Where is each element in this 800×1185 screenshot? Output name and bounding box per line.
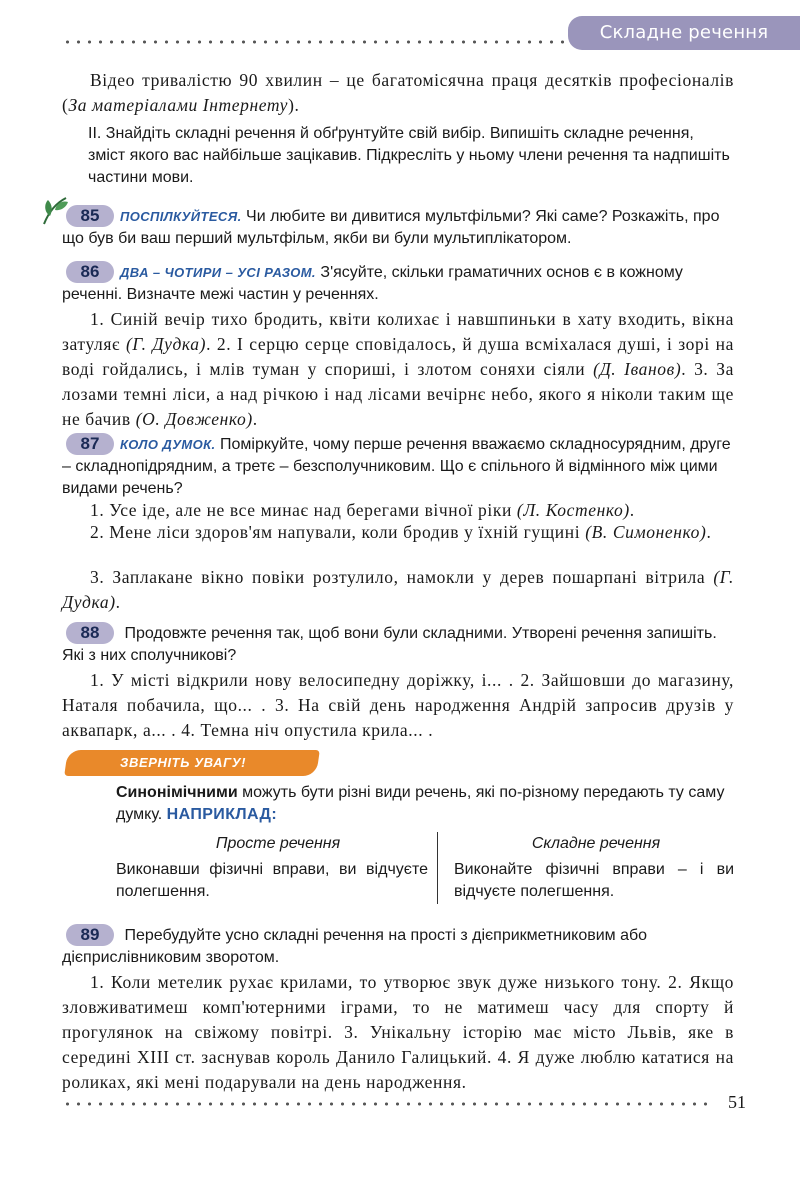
sentence-source: (Г. Дудка) (62, 567, 734, 612)
complex-sentence-example: Виконайте фізичні вправи – і ви відчуєте полегшення. (454, 861, 734, 900)
intro-text: Відео тривалістю 90 хвилин – це багатомісячна праця десятків професіоналів ( (62, 70, 734, 115)
sentence-text: 3. Заплакане вікно повіки розтулило, намокли у дерев пошарпані вітрила (90, 567, 714, 587)
sentence-end: . (706, 522, 712, 542)
task-two (88, 123, 734, 189)
exercise-87-sentence-3 (62, 565, 734, 615)
sentence-end: . (115, 592, 121, 612)
sentence-text: 1. Синій вечір тихо бродить, квіти колихає і навшпиньки в хату входить, вікна затуляє (62, 309, 734, 354)
exercise-number-badge: 85 (66, 205, 114, 227)
exercise-number-badge: 89 (66, 924, 114, 946)
intro-source: За матеріалами Інтернету (68, 95, 289, 115)
exercise-text: З'ясуйте, скільки граматичних основ є в кожному реченні. Визначте межі частин у реченнях. (62, 264, 683, 303)
exercise-87 (62, 433, 734, 500)
simple-sentence-example: Виконавши фізичні вправи, ви відчуєте полегшення. (116, 861, 428, 900)
exercise-89 (62, 924, 734, 969)
exercise-text: Чи любите ви дивитися мультфільми? Які саме? Розкажіть, про що був би ваш перший мультфільм, якби ви були мультиплікатором. (62, 208, 720, 247)
sentence-source: (О. Довженко) (135, 409, 253, 429)
task-two-text: ІІ. Знайдіть складні речення й обґрунтуйте свій вибір. Випишіть складне речення, зміст якого вас найбільше зацікавив. Підкресліть у ньому члени речення та надпишіть частини мови. (88, 125, 730, 186)
intro-paragraph (62, 68, 734, 118)
simple-sentence-heading: Просте речення (215, 835, 341, 852)
sentence-text: 1. Усе іде, але не все минає над берегами вічної ріки (90, 500, 517, 520)
exercise-tag: КОЛО ДУМОК. (120, 437, 216, 452)
page-number: 51 (728, 1092, 746, 1112)
section-title-tab: Складне речення (568, 16, 800, 50)
example-label: НАПРИКЛАД: (166, 806, 278, 823)
sentence-source: (В. Симоненко) (585, 522, 707, 542)
exercise-text: Перебудуйте усно складні речення на прості з дієприкметниковим або дієприслівниковим зворотом. (62, 927, 648, 966)
sentence-text: . 2. І серцю серце сповідалось, й душа всміхалася душі, і зорі на воді гойдались, і млів туман у спориші, і злотом соняхи сіяли (62, 334, 735, 379)
exercise-88-sentences (62, 668, 734, 743)
sentence-source: (Д. Іванов) (593, 359, 682, 379)
exercise-number-badge: 87 (66, 433, 114, 455)
attention-note (116, 782, 734, 826)
exercise-tag: ПОСПІЛКУЙТЕСЯ. (120, 209, 242, 224)
exercise-89-sentences (62, 970, 734, 1095)
sentence-end: . (629, 500, 635, 520)
sentence-text: 2. Мене ліси здоров'ям напували, коли бродив у їхній гущині (90, 522, 586, 542)
intro-end: ). (288, 95, 300, 115)
exercise-tag: ДВА – ЧОТИРИ – УСІ РАЗОМ. (120, 265, 316, 280)
exercise-87-sentence-2 (62, 520, 734, 545)
sentence-source: (Л. Костенко) (516, 500, 630, 520)
note-keyword: Синонімічними (116, 784, 238, 801)
exercise-88 (62, 622, 734, 667)
sentence-source: (Г. Дудка) (125, 334, 207, 354)
exercise-86 (62, 261, 734, 306)
exercise-text: Поміркуйте, чому перше речення вважаємо складносурядним, друге – складнопідрядним, а третє – безсполучниковим. Що є спільного й відмінного між цими видами речень? (62, 436, 731, 497)
sentence-end: . (252, 409, 258, 429)
sentence-text: . 3. За лозами темні ліси, а над річкою і над лісами вечірнє небо, якого я ніколи таким ще не бачив (62, 359, 734, 429)
header-dotted-line (62, 38, 564, 46)
attention-banner-label: ЗВЕРНІТЬ УВАГУ! (120, 755, 247, 770)
exercise-86-sentences (62, 307, 734, 432)
exercise-number-badge: 86 (66, 261, 114, 283)
sentence-text: 1. У місті відкрили нову велосипедну доріжку, і... . 2. Зайшовши до магазину, Наталя побачила, що... . 3. На свій день народження Андрій запросив друзів у аквапарк, а... . 4. Темна ніч опустила крила... . (62, 670, 734, 740)
exercise-text: Продовжте речення так, щоб вони були складними. Утворені речення запишіть. Які з них сполучникові? (62, 625, 717, 664)
exercise-number-badge: 88 (66, 622, 114, 644)
column-divider (437, 832, 438, 904)
note-text: можуть бути різні види речень, які по-різному передають ту саму думку. (116, 784, 725, 823)
footer-dotted-line (62, 1100, 710, 1108)
complex-sentence-heading: Складне речення (531, 835, 661, 852)
exercise-85 (62, 205, 734, 250)
sentence-text: 1. Коли метелик рухає крилами, то утворює звук дуже низького тону. 2. Якщо зловживатимеш комп'ютерними іграми, то не матимеш часу для спорту й прогулянок на свіжому повітрі. 3. Унікальну історію має місто Львів, яке в середині XIII ст. заснував король Данило Галицький. 4. Я дуже люблю кататися на роликах, які мені подарували на день народження. (62, 972, 734, 1092)
